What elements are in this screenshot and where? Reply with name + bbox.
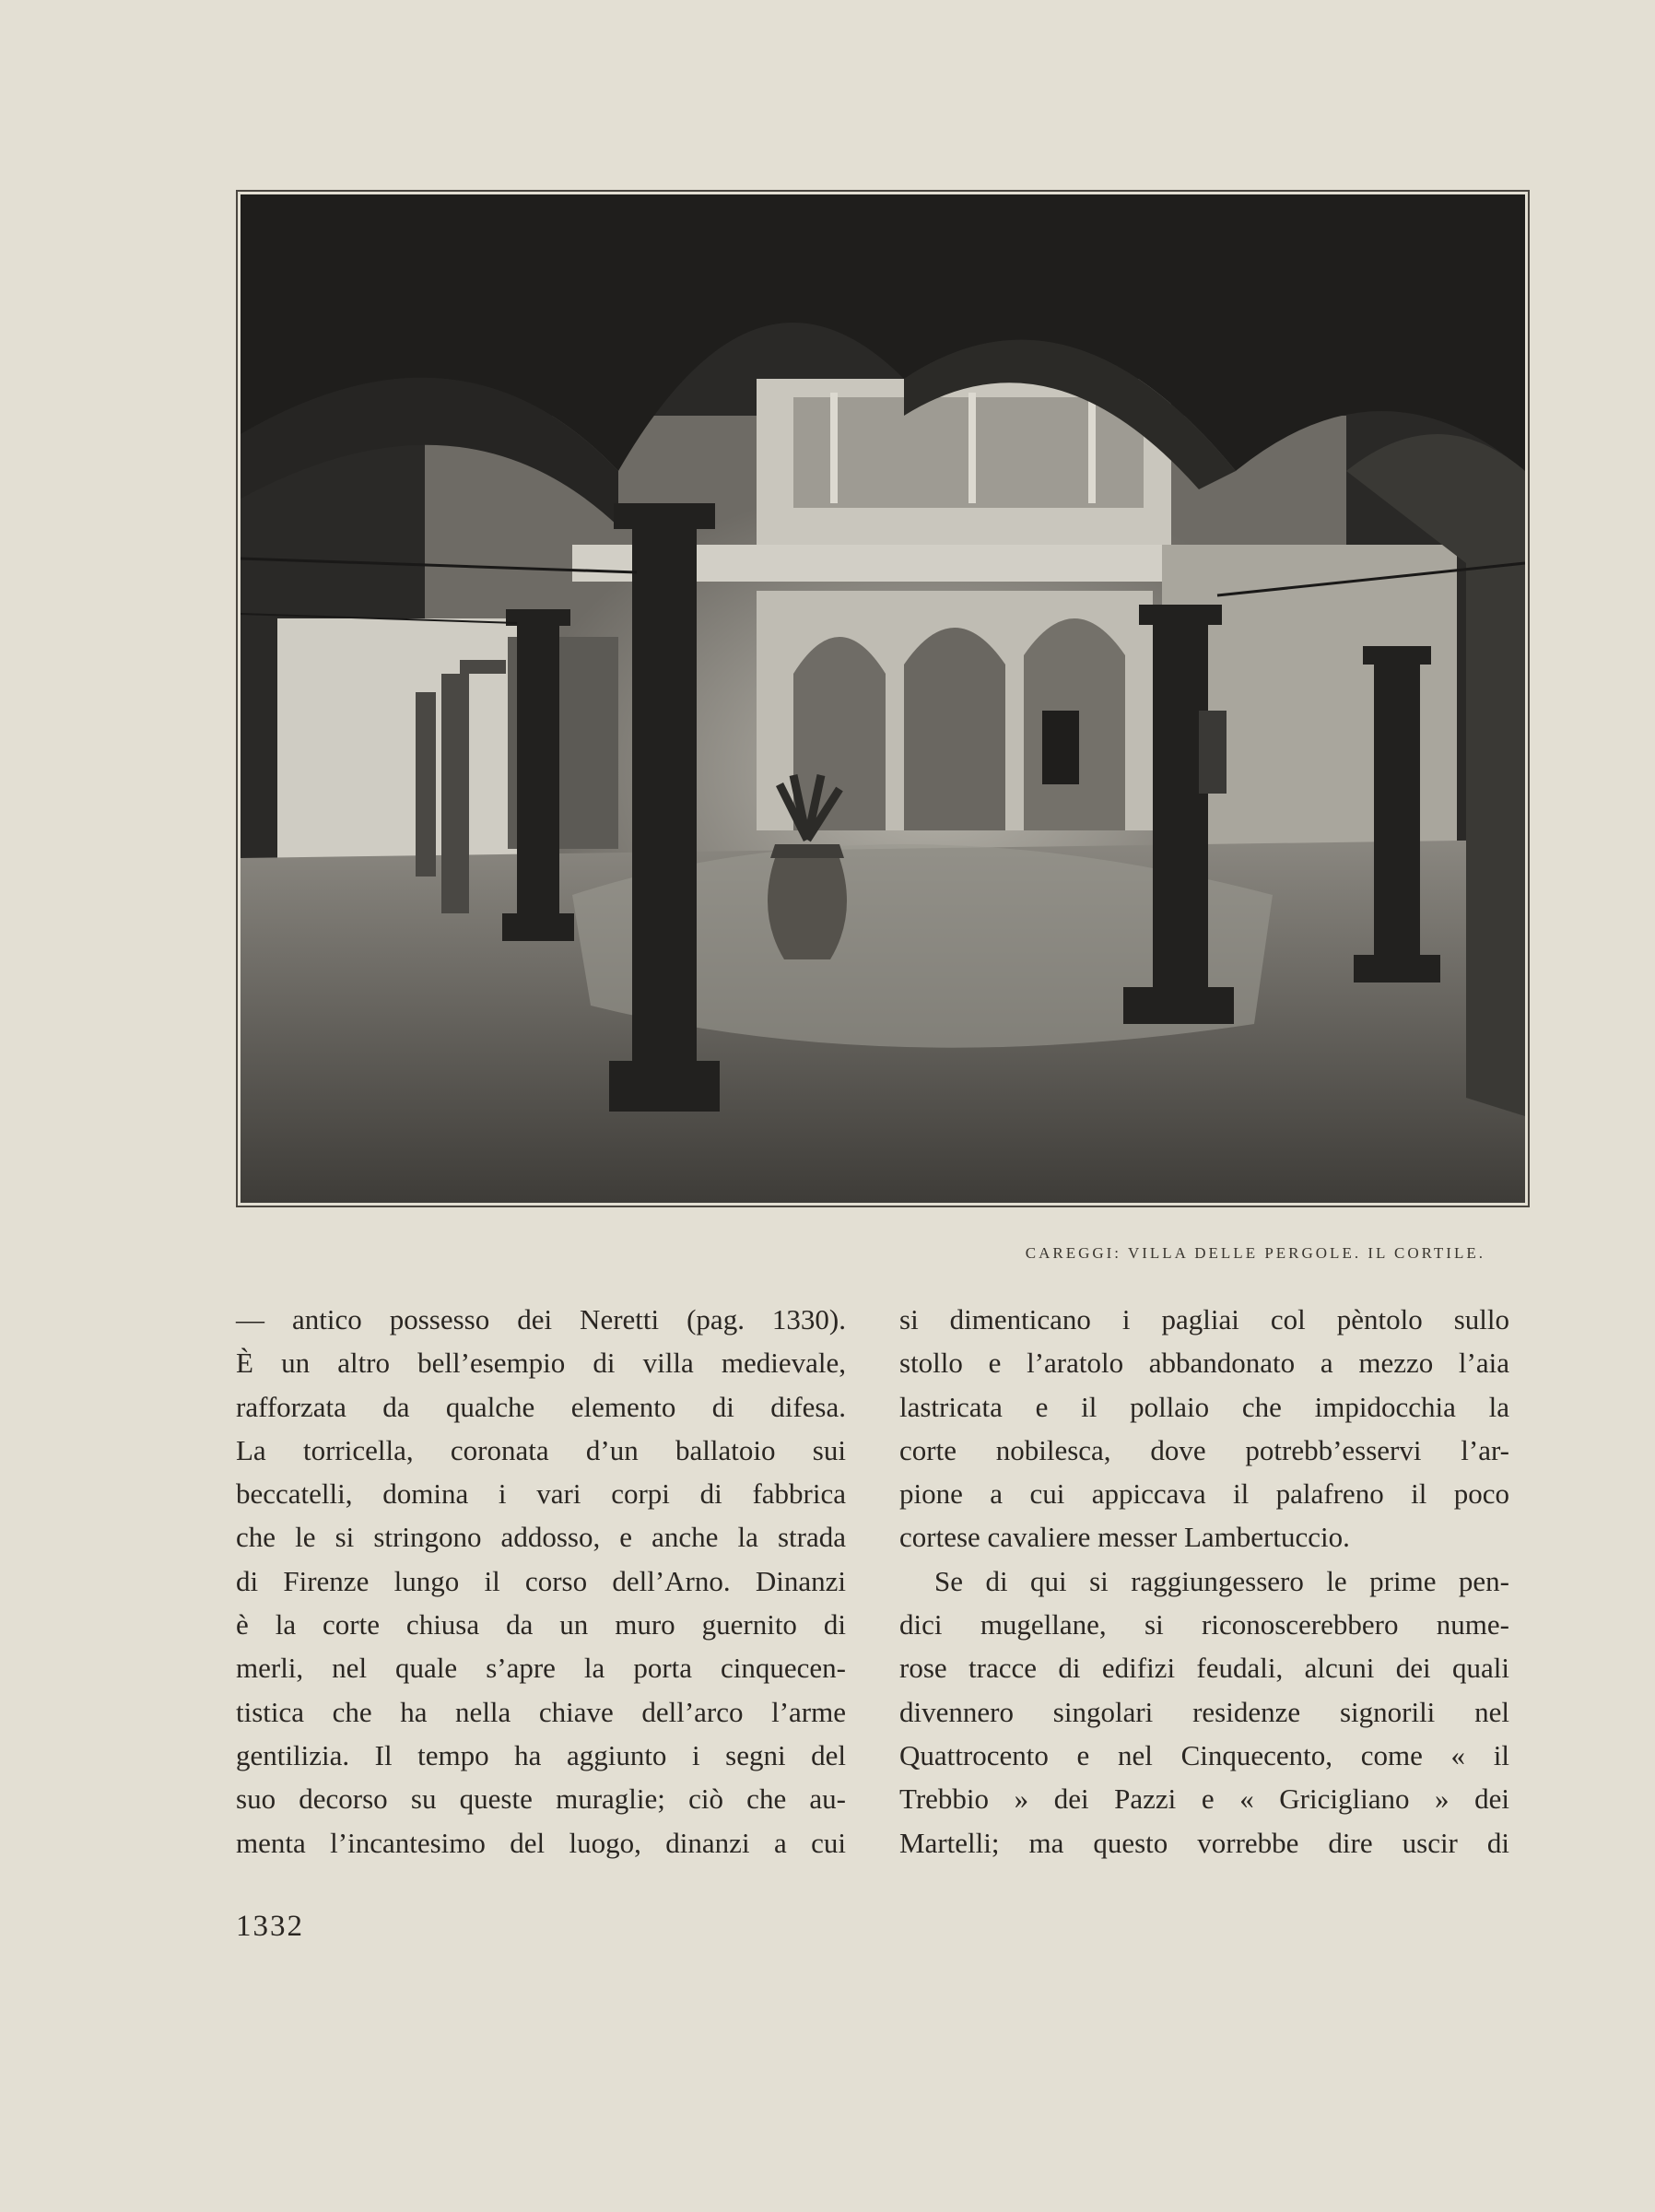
text-line: rose tracce di edifizi feudali, alcuni dei quali xyxy=(899,1652,1509,1685)
courtyard-photo xyxy=(236,190,1530,1207)
text-line: Martelli; ma questo vorrebbe dire uscir di xyxy=(899,1826,1509,1859)
text-line: si dimenticano i pagliai col pèntolo sullo xyxy=(899,1303,1509,1335)
text-line: merli, nel quale s’apre la porta cinquecen- xyxy=(236,1652,846,1685)
text-line: Quattrocento e nel Cinquecento, come « il xyxy=(899,1738,1509,1771)
text-line: — antico possesso dei Neretti (pag. 1330). xyxy=(236,1303,846,1335)
courtyard-photo-image xyxy=(241,194,1525,1203)
text-column-right xyxy=(899,1298,1509,1865)
text-line: che le si stringono addosso, e anche la strada xyxy=(236,1521,846,1554)
text-line: pione a cui appiccava il palafreno il poco xyxy=(899,1477,1509,1511)
text-line: divennero singolari residenze signorili nel xyxy=(899,1695,1509,1728)
text-line: rafforzata da qualche elemento di difesa. xyxy=(236,1390,846,1423)
text-line: è la corte chiusa da un muro guernito di xyxy=(236,1608,846,1641)
text-line: tistica che ha nella chiave dell’arco l’arme xyxy=(236,1695,846,1728)
text-line: cortese cavaliere messer Lambertuccio. xyxy=(899,1521,1350,1554)
text-line: suo decorso su queste muraglie; ciò che au- xyxy=(236,1783,846,1816)
text-line: di Firenze lungo il corso dell’Arno. Dinanzi xyxy=(236,1564,846,1597)
text-column-left xyxy=(236,1298,846,1865)
text-line: Trebbio » dei Pazzi e « Gricigliano » dei xyxy=(899,1783,1509,1816)
text-line: beccatelli, domina i vari corpi di fabbrica xyxy=(236,1477,846,1511)
text-line: menta l’incantesimo del luogo, dinanzi a cui xyxy=(236,1826,846,1859)
text-line: gentilizia. Il tempo ha aggiunto i segni del xyxy=(236,1738,846,1771)
text-line: stollo e l’aratolo abbandonato a mezzo l’aia xyxy=(899,1347,1509,1380)
text-line: lastricata e il pollaio che impidocchia la xyxy=(899,1390,1509,1423)
text-line: dici mugellane, si riconoscerebbero nume- xyxy=(899,1608,1509,1641)
text-line: È un altro bell’esempio di villa medievale, xyxy=(236,1347,846,1380)
text-line: Se di qui si raggiungessero le prime pen- xyxy=(934,1564,1509,1597)
page-number: 1332 xyxy=(236,1910,304,1943)
text-line: corte nobilesca, dove potrebb’esservi l’ar- xyxy=(899,1433,1509,1466)
photo-caption: CAREGGI: VILLA DELLE PERGOLE. IL CORTILE. xyxy=(1025,1244,1485,1262)
text-line: La torricella, coronata d’un ballatoio sui xyxy=(236,1433,846,1466)
